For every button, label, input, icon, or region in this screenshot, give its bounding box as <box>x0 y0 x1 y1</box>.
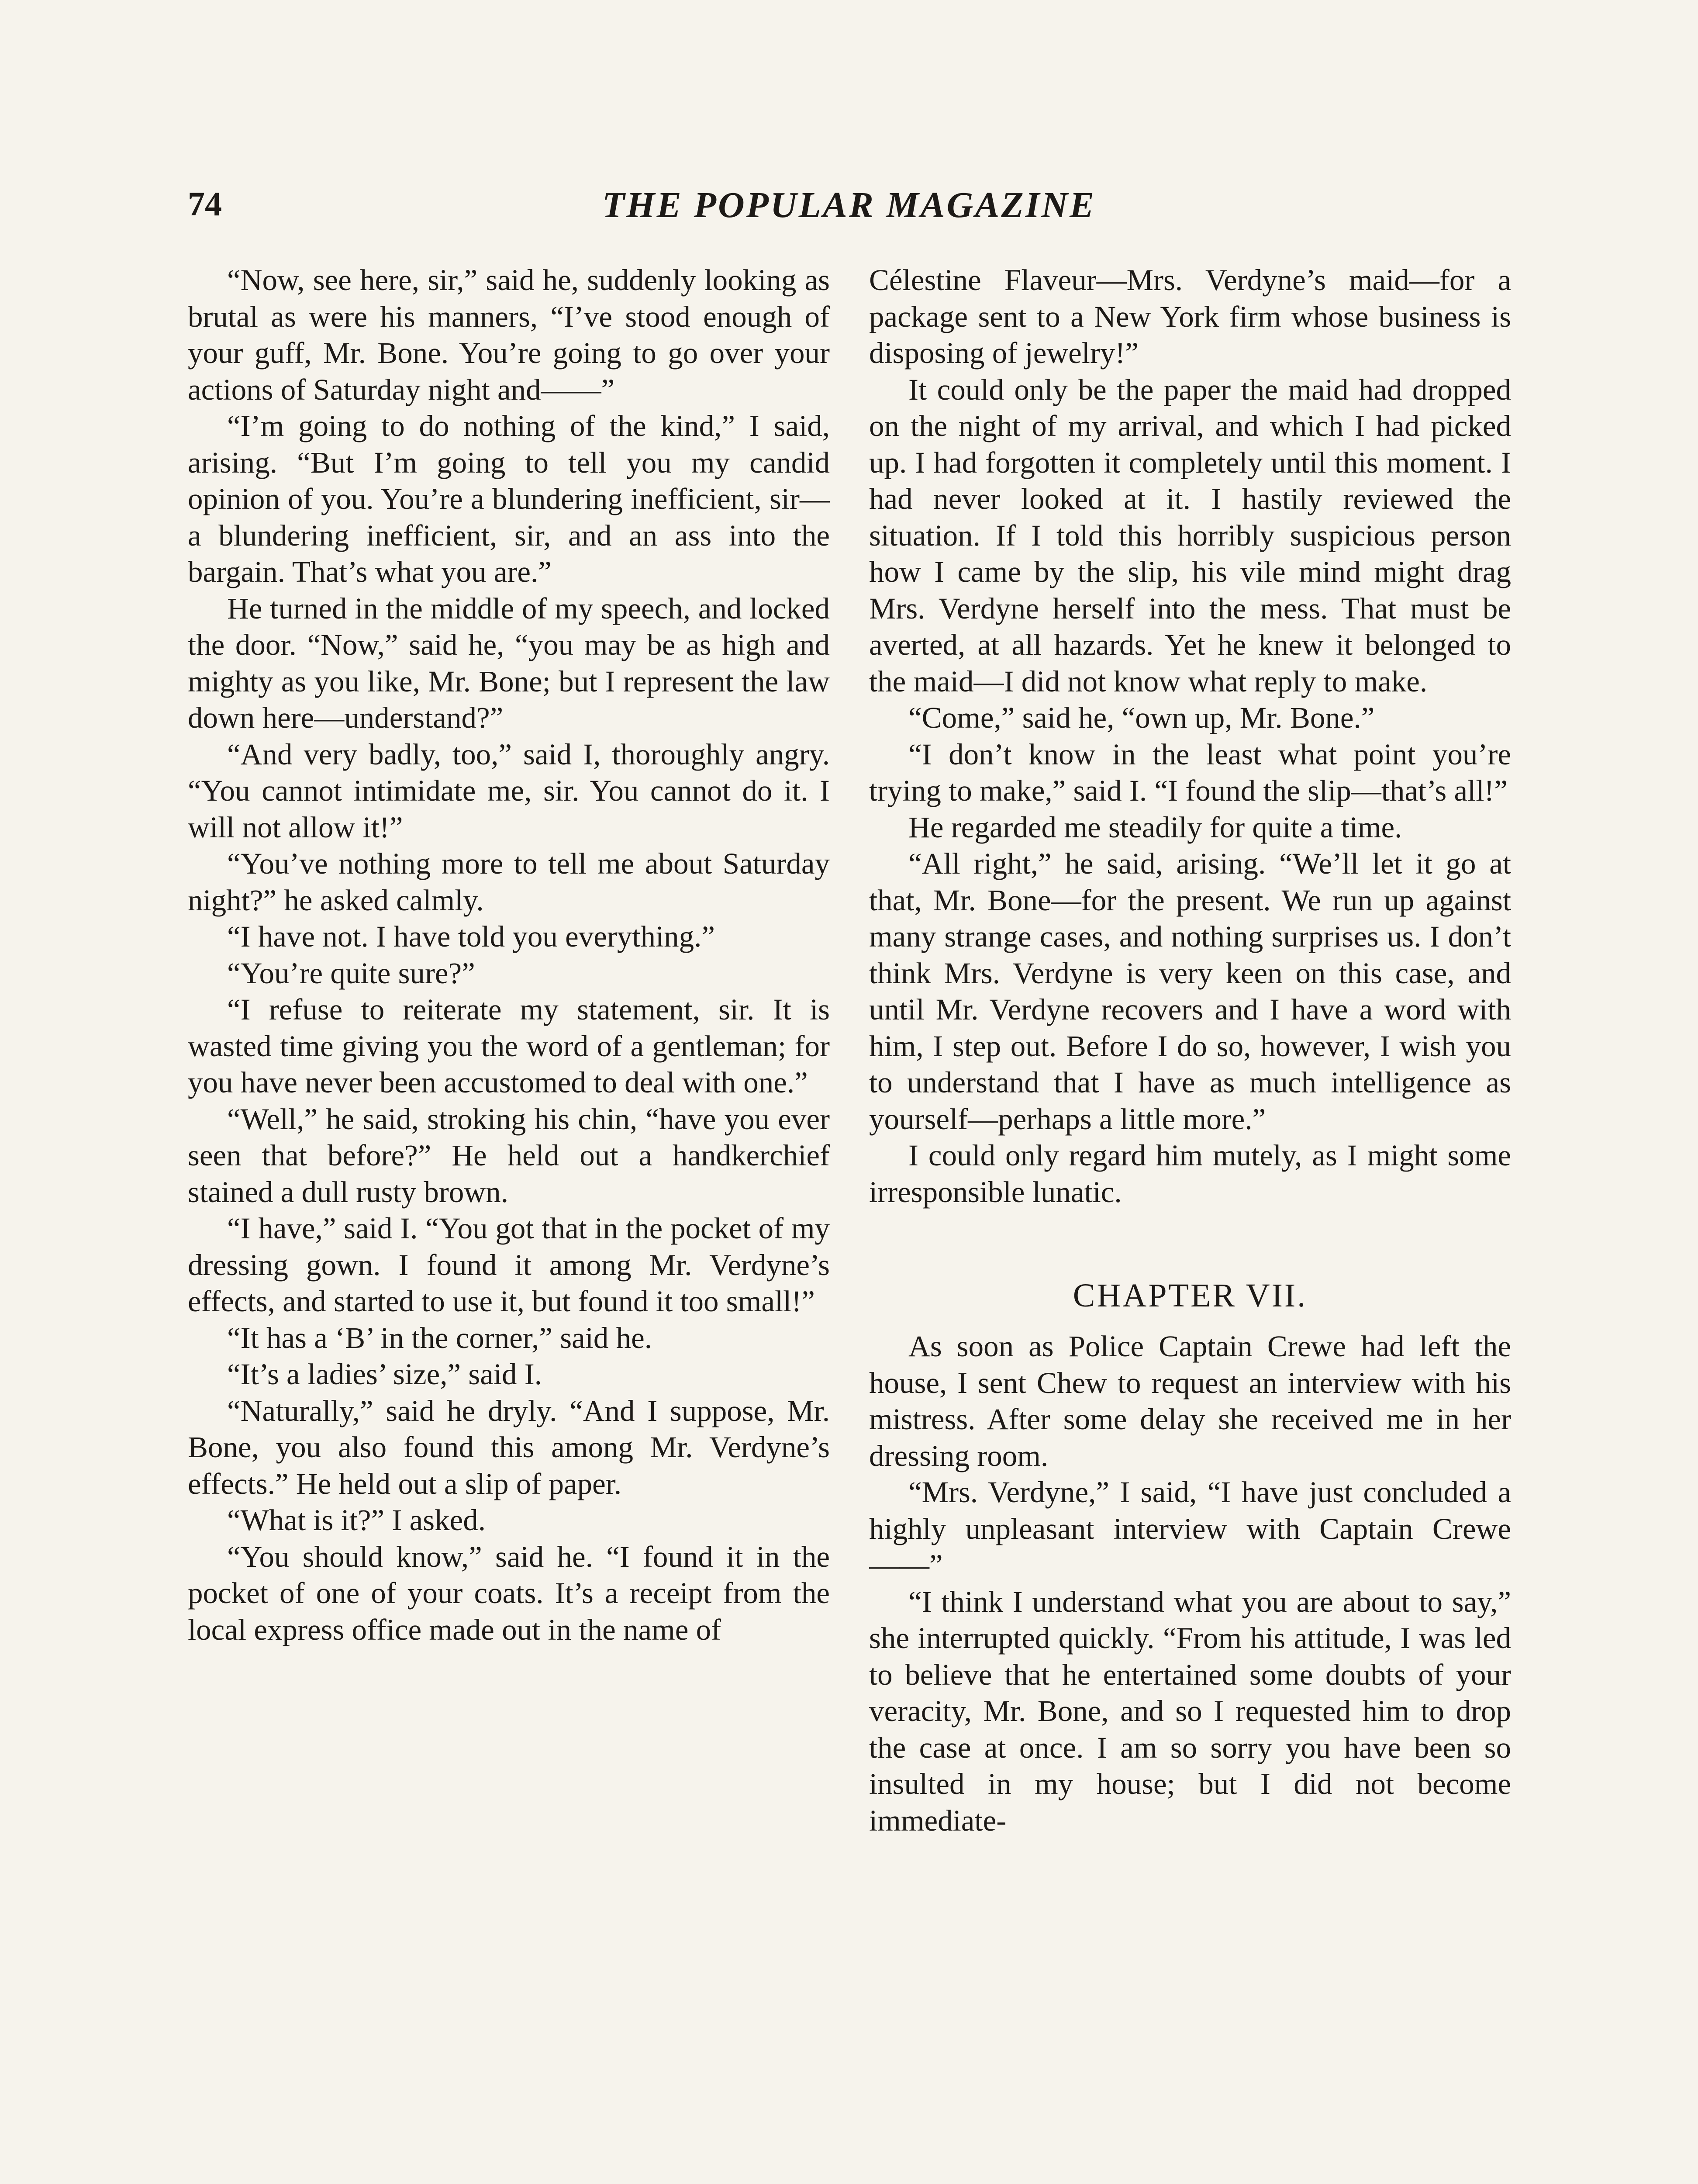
paragraph: He regarded me steadily for quite a time. <box>908 810 1402 844</box>
chapter-heading: CHAPTER VII. <box>1073 1277 1308 1314</box>
paragraph: “I have,” said I. “You got that in the pocket of my dressing gown. I found it among Mr. Verdyne’s effects, and started to use it, but found it too small!” <box>188 1212 830 1318</box>
running-head: THE POPULAR MAGAZINE <box>602 185 1096 225</box>
paragraph: “I think I understand what you are about to say,” she interrupted quickly. “From his attitude, I was led to believe that he entertained some doubts of your veracity, Mr. Bone, and so I requested him to drop the case at once. I am so sorry you have been so insulted in my house; but I did not become immediate- <box>869 1585 1511 1837</box>
paragraph: “Now, see here, sir,” said he, suddenly looking as brutal as were his manners, “I’ve stood enough of your guff, Mr. Bone. You’re going to go over your actions of Saturday night and——” <box>188 263 830 406</box>
paragraph: “I refuse to reiterate my statement, sir. It is wasted time giving you the word of a gentleman; for you have never been accustomed to deal with one.” <box>188 993 830 1099</box>
paragraph: “Come,” said he, “own up, Mr. Bone.” <box>908 701 1375 734</box>
paragraph: “What is it?” I asked. <box>227 1503 486 1537</box>
paragraph: I could only regard him mutely, as I might some irresponsible lunatic. <box>869 1139 1511 1209</box>
paragraph: “Well,” he said, stroking his chin, “have you ever seen that before?” He held out a handkerchief stained a dull rusty brown. <box>188 1102 830 1209</box>
paragraph: “Naturally,” said he dryly. “And I suppose, Mr. Bone, you also found this among Mr. Verdyne’s effects.” He held out a slip of paper. <box>188 1394 830 1500</box>
paragraph: It could only be the paper the maid had dropped on the night of my arrival, and which I had picked up. I had forgotten it completely until this moment. I had never looked at it. I hastily reviewed the situation. If I told this horribly suspicious person how I came by the slip, his vile mind might drag Mrs. Verdyne herself into the mess. That must be averted, at all hazards. Yet he knew it belonged to the maid—I did not know what reply to make. <box>869 373 1511 698</box>
paragraph: “And very badly, too,” said I, thoroughly angry. “You cannot intimidate me, sir. You cannot do it. I will not allow it!” <box>188 737 830 844</box>
paragraph: He turned in the middle of my speech, and locked the door. “Now,” said he, “you may be as high and mighty as you like, Mr. Bone; but I represent the law down here—understand?” <box>188 591 830 734</box>
paragraph: “I don’t know in the least what point you’re trying to make,” said I. “I found the slip—that’s all!” <box>869 737 1511 807</box>
paragraph: “All right,” he said, arising. “We’ll let it go at that, Mr. Bone—for the present. We run up against many strange cases, and nothing surprises us. I don’t think Mrs. Verdyne is very keen on this case, and until Mr. Verdyne recovers and I have a word with him, I step out. Before I do so, however, I wish you to understand that I have as much intelligence as yourself—perhaps a little more.” <box>869 847 1511 1136</box>
left-column <box>188 262 830 2184</box>
paragraph: “I have not. I have told you everything.” <box>227 920 715 953</box>
paragraph: As soon as Police Captain Crewe had left the house, I sent Chew to request an interview with his mistress. After some delay she received me in her dressing room. <box>869 1330 1511 1472</box>
paragraph: “It has a ‘B’ in the corner,” said he. <box>227 1321 652 1355</box>
page-number: 74 <box>188 185 222 223</box>
paragraph: “Mrs. Verdyne,” I said, “I have just concluded a highly unpleasant interview with Captain Crewe——” <box>869 1476 1511 1582</box>
continued-paragraph: Célestine Flaveur—Mrs. Verdyne’s maid—for a package sent to a New York firm whose business is disposing of jewelry!” <box>869 263 1511 370</box>
right-column <box>869 262 1511 2184</box>
paragraph: “You’re quite sure?” <box>227 956 475 990</box>
paragraph: “I’m going to do nothing of the kind,” I said, arising. “But I’m going to tell you my candid opinion of you. You’re a blundering inefficient, sir—a blundering inefficient, sir, and an ass into the bargain. That’s what you are.” <box>188 409 830 588</box>
paragraph: “You should know,” said he. “I found it in the pocket of one of your coats. It’s a receipt from the local express office made out in the name of <box>188 1540 830 1646</box>
paragraph: “It’s a ladies’ size,” said I. <box>227 1358 542 1391</box>
paragraph: “You’ve nothing more to tell me about Saturday night?” he asked calmly. <box>188 847 830 917</box>
